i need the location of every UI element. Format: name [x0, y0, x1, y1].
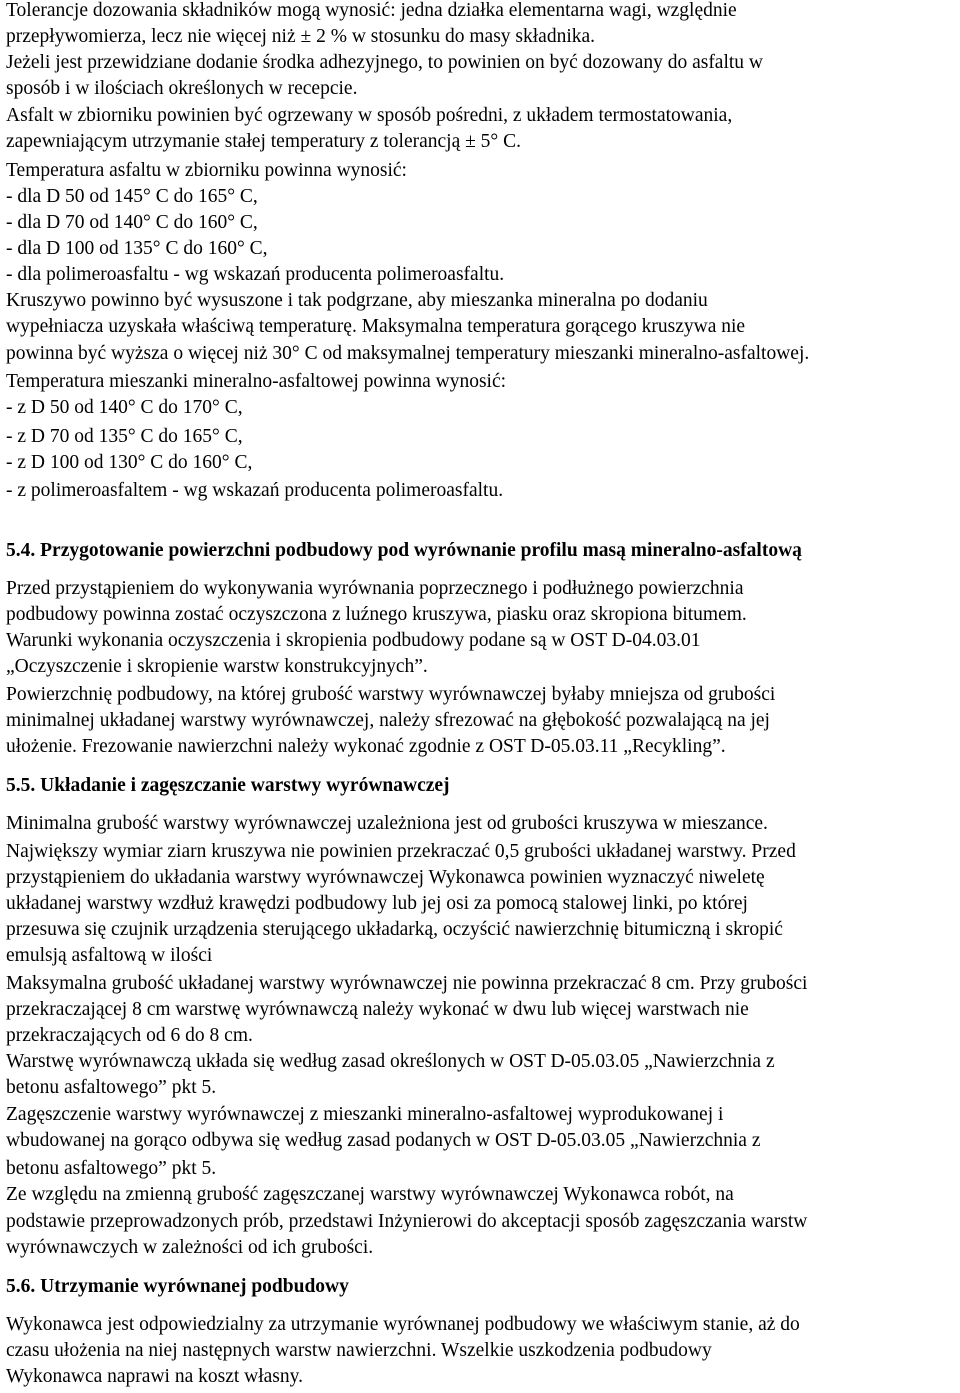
text-line: - dla D 70 od 140° C do 160° C, — [6, 212, 258, 233]
text-line: Temperatura asfaltu w zbiorniku powinna wynosić: — [6, 160, 407, 181]
text-line: Tolerancje dozowania składników mogą wynosić: jedna działka elementarna wagi, względnie — [6, 0, 737, 21]
text-line: Jeżeli jest przewidziane dodanie środka adhezyjnego, to powinien on być dozowany do asfaltu w — [6, 52, 764, 73]
text-line: - z D 100 od 130° C do 160° C, — [6, 452, 253, 473]
text-line: minimalnej układanej warstwy wyrównawczej, należy sfrezować na głębokość pozwalającą na jej — [6, 710, 770, 731]
text-line: - z D 70 od 135° C do 165° C, — [6, 426, 243, 447]
text-line: Kruszywo powinno być wysuszone i tak podgrzane, aby mieszanka mineralna po dodaniu — [6, 290, 708, 311]
text-line: Ze względu na zmienną grubość zagęszczanej warstwy wyrównawczej Wykonawca robót, na — [6, 1184, 734, 1205]
text-line: Zagęszczenie warstwy wyrównawczej z mieszanki mineralno-asfaltowej wyprodukowanej i — [6, 1104, 724, 1125]
text-line: Wykonawca naprawi na koszt własny. — [6, 1366, 304, 1387]
text-line: podstawie przeprowadzonych prób, przedstawi Inżynierowi do akceptacji sposób zagęszczania warstw — [6, 1211, 808, 1232]
text-line: Warunki wykonania oczyszczenia i skropienia podbudowy podane są w OST D-04.03.01 — [6, 630, 701, 651]
section-heading: 5.6. Utrzymanie wyrównanej podbudowy — [6, 1276, 349, 1297]
text-line: betonu asfaltowego” pkt 5. — [6, 1158, 217, 1179]
text-line: powinna być wyższa o więcej niż 30° C od maksymalnej temperatury mieszanki mineralno-asfaltowej. — [6, 343, 810, 364]
section-heading: 5.4. Przygotowanie powierzchni podbudowy pod wyrównanie profilu masą mineralno-asfaltową — [6, 540, 802, 561]
text-line: wypełniacza uzyskała właściwą temperaturę. Maksymalna temperatura gorącego kruszywa nie — [6, 316, 746, 337]
text-line: Maksymalna grubość układanej warstwy wyrównawczej nie powinna przekraczać 8 cm. Przy grubości — [6, 973, 808, 994]
text-line: emulsją asfaltową w ilości — [6, 945, 213, 966]
text-line: przekraczających od 6 do 8 cm. — [6, 1025, 253, 1046]
text-line: układanej warstwy wzdłuż krawędzi podbudowy lub jej osi za pomocą stalowej linki, po której — [6, 893, 748, 914]
text-line: przepływomierza, lecz nie więcej niż ± 2 % w stosunku do masy składnika. — [6, 26, 596, 47]
text-line: - dla D 50 od 145° C do 165° C, — [6, 186, 258, 207]
text-line: przesuwa się czujnik urządzenia sterującego układarką, oczyścić nawierzchnię bitumiczną i skropić — [6, 919, 783, 940]
text-line: - z D 50 od 140° C do 170° C, — [6, 397, 243, 418]
text-line: Przed przystąpieniem do wykonywania wyrównania poprzecznego i podłużnego powierzchnia — [6, 578, 744, 599]
text-line: wyrównawczych w zależności od ich grubości. — [6, 1237, 374, 1258]
text-line: wbudowanej na gorąco odbywa się według zasad podanych w OST D-05.03.05 „Nawierzchnia z — [6, 1130, 761, 1151]
text-line: ułożenie. Frezowanie nawierzchni należy wykonać zgodnie z OST D-05.03.11 „Recykling”. — [6, 736, 726, 757]
text-line: Największy wymiar ziarn kruszywa nie powinien przekraczać 0,5 grubości układanej warstwy. Przed — [6, 841, 796, 862]
text-line: Powierzchnię podbudowy, na której grubość warstwy wyrównawczej byłaby mniejsza od grubości — [6, 684, 776, 705]
text-line: - dla D 100 od 135° C do 160° C, — [6, 238, 268, 259]
text-line: - dla polimeroasfaltu - wg wskazań producenta polimeroasfaltu. — [6, 264, 505, 285]
text-line: Wykonawca jest odpowiedzialny za utrzymanie wyrównanej podbudowy we właściwym stanie, aż do — [6, 1314, 800, 1335]
text-line: Warstwę wyrównawczą układa się według zasad określonych w OST D-05.03.05 „Nawierzchnia z — [6, 1051, 775, 1072]
text-line: Temperatura mieszanki mineralno-asfaltowej powinna wynosić: — [6, 371, 507, 392]
section-heading: 5.5. Układanie i zagęszczanie warstwy wyrównawczej — [6, 775, 450, 796]
text-line: „Oczyszczenie i skropienie warstw konstrukcyjnych”. — [6, 656, 428, 677]
text-line: - z polimeroasfaltem - wg wskazań producenta polimeroasfaltu. — [6, 480, 504, 501]
text-line: Asfalt w zbiorniku powinien być ogrzewany w sposób pośredni, z układem termostatowania, — [6, 105, 733, 126]
text-line: zapewniającym utrzymanie stałej temperatury z tolerancją ± 5° C. — [6, 131, 521, 152]
text-line: przystąpieniem do układania warstwy wyrównawczej Wykonawca powinien wyznaczyć niweletę — [6, 867, 765, 888]
text-line: przekraczającej 8 cm warstwę wyrównawczą należy wykonać w dwu lub więcej warstwach nie — [6, 999, 749, 1020]
text-line: czasu ułożenia na niej następnych warstw nawierzchni. Wszelkie uszkodzenia podbudowy — [6, 1340, 712, 1361]
text-line: Minimalna grubość warstwy wyrównawczej uzależniona jest od grubości kruszywa w mieszance. — [6, 813, 768, 834]
text-line: podbudowy powinna zostać oczyszczona z luźnego kruszywa, piasku oraz skropiona bitumem. — [6, 604, 747, 625]
text-line: sposób i w ilościach określonych w recepcie. — [6, 78, 358, 99]
text-line: betonu asfaltowego” pkt 5. — [6, 1077, 217, 1098]
